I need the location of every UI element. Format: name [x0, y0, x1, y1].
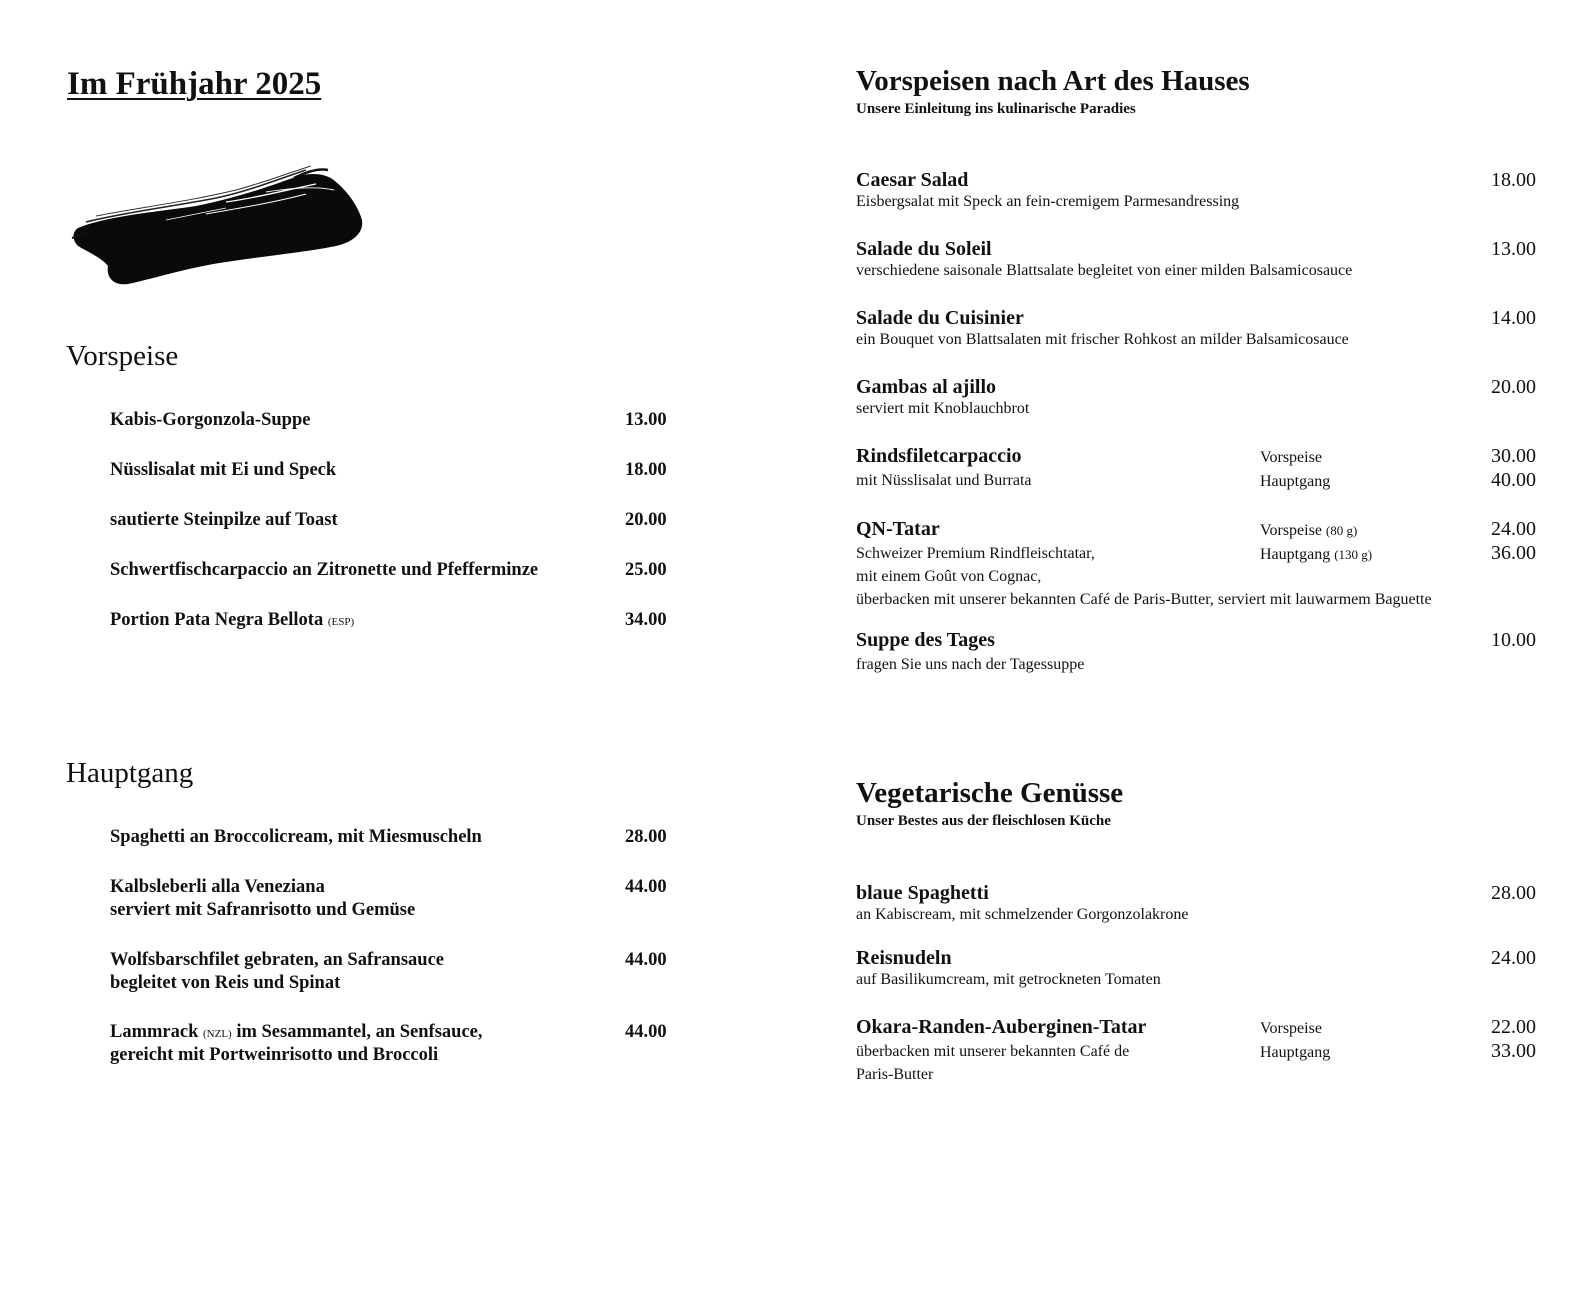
item-name: Salade du Soleil [856, 238, 992, 260]
item-name: Suppe des Tages [856, 629, 995, 651]
section-heading-hauptgang: Hauptgang [66, 757, 194, 789]
portion-label [1260, 519, 1357, 542]
item-price: 20.00 [625, 510, 667, 530]
portion-label: Vorspeise [1260, 1020, 1322, 1037]
portion-label [1260, 543, 1372, 566]
item-description: verschiedene saisonale Blattsalate begleitet von einer milden Balsamicosauce [856, 262, 1353, 279]
item-price: 18.00 [1491, 169, 1536, 191]
item-name [110, 1021, 483, 1046]
item-price: 34.00 [625, 610, 667, 630]
item-price: 14.00 [1491, 307, 1536, 329]
portion-label: Hauptgang [1260, 473, 1331, 490]
portion-label-text: Vorspeise [1260, 522, 1322, 539]
item-name-text: Portion Pata Negra Bellota [110, 610, 324, 630]
item-name: Wolfsbarschfilet gebraten, an Safransauce [110, 950, 445, 970]
item-price: 28.00 [625, 827, 667, 847]
item-name [110, 609, 354, 634]
item-description: Schweizer Premium Rindfleischtatar, [856, 545, 1095, 562]
item-name-text: Lammrack [110, 1022, 199, 1042]
item-price: 30.00 [1491, 445, 1536, 467]
item-name: Rindsfiletcarpaccio [856, 445, 1022, 467]
item-description: Eisbergsalat mit Speck an fein-cremigem Parmesandressing [856, 193, 1240, 210]
item-description: gereicht mit Portweinrisotto und Broccoli [110, 1045, 439, 1065]
item-price: 24.00 [1491, 947, 1536, 969]
item-name: Salade du Cuisinier [856, 307, 1024, 329]
item-name: Kabis-Gorgonzola-Suppe [110, 410, 311, 430]
item-name: Reisnudeln [856, 947, 952, 969]
item-price: 36.00 [1491, 542, 1536, 564]
item-description: fragen Sie uns nach der Tagessuppe [856, 656, 1085, 673]
item-description: serviert mit Safranrisotto und Gemüse [110, 900, 416, 920]
item-name: Schwertfischcarpaccio an Zitronette und Pfefferminze [110, 560, 539, 580]
section-heading-hauses: Vorspeisen nach Art des Hauses [856, 65, 1250, 97]
item-price: 40.00 [1491, 469, 1536, 491]
item-description: begleitet von Reis und Spinat [110, 973, 341, 993]
portion-label: Hauptgang [1260, 1044, 1331, 1061]
item-name-text: im Sesammantel, an Senfsauce, [236, 1022, 483, 1042]
item-description: serviert mit Knoblauchbrot [856, 400, 1030, 417]
origin-label: (NZL) [203, 1028, 232, 1040]
item-description: mit Nüsslisalat und Burrata [856, 472, 1032, 489]
portion-label: Vorspeise [1260, 449, 1322, 466]
item-description: überbacken mit unserer bekannten Café de Paris-Butter, serviert mit lauwarmem Baguette [856, 591, 1432, 608]
item-price: 10.00 [1491, 629, 1536, 651]
item-price: 18.00 [625, 460, 667, 480]
item-name: blaue Spaghetti [856, 882, 989, 904]
portion-label-text: Hauptgang [1260, 546, 1331, 563]
item-price: 28.00 [1491, 882, 1536, 904]
item-description: überbacken mit unserer bekannten Café de [856, 1043, 1130, 1060]
origin-label: (ESP) [327, 616, 355, 628]
portion-weight: (130 g) [1334, 547, 1373, 562]
item-description: an Kabiscream, mit schmelzender Gorgonzolakrone [856, 906, 1189, 923]
item-name: Nüsslisalat mit Ei und Speck [110, 460, 337, 480]
brush-stroke-decoration [66, 158, 376, 290]
item-description: auf Basilikumcream, mit getrockneten Tomaten [856, 971, 1161, 988]
item-name: Gambas al ajillo [856, 376, 997, 398]
portion-weight: (80 g) [1325, 523, 1358, 538]
item-price: 24.00 [1491, 518, 1536, 540]
item-name: Okara-Randen-Auberginen-Tatar [856, 1016, 1147, 1038]
item-price: 13.00 [1491, 238, 1536, 260]
item-name: QN-Tatar [856, 518, 940, 540]
page-title: Im Frühjahr 2025 [67, 66, 322, 102]
item-price: 22.00 [1491, 1016, 1536, 1038]
section-heading-vegetarisch: Vegetarische Genüsse [856, 777, 1124, 809]
item-description: mit einem Goût von Cognac, [856, 568, 1042, 585]
item-name: Caesar Salad [856, 169, 969, 191]
item-price: 44.00 [625, 1022, 667, 1042]
item-price: 20.00 [1491, 376, 1536, 398]
item-name: Spaghetti an Broccolicream, mit Miesmuscheln [110, 827, 482, 847]
item-price: 44.00 [625, 877, 667, 897]
item-name: sautierte Steinpilze auf Toast [110, 510, 338, 530]
section-subheading-hauses: Unsere Einleitung ins kulinarische Paradies [856, 101, 1136, 117]
item-price: 33.00 [1491, 1040, 1536, 1062]
section-heading-vorspeise: Vorspeise [66, 340, 179, 372]
item-price: 13.00 [625, 410, 667, 430]
item-description: ein Bouquet von Blattsalaten mit frischer Rohkost an milder Balsamicosauce [856, 331, 1349, 348]
item-price: 44.00 [625, 950, 667, 970]
item-price: 25.00 [625, 560, 667, 580]
item-description: Paris-Butter [856, 1066, 934, 1083]
section-subheading-vegetarisch: Unser Bestes aus der fleischlosen Küche [856, 813, 1111, 829]
item-name: Kalbsleberli alla Veneziana [110, 877, 325, 897]
